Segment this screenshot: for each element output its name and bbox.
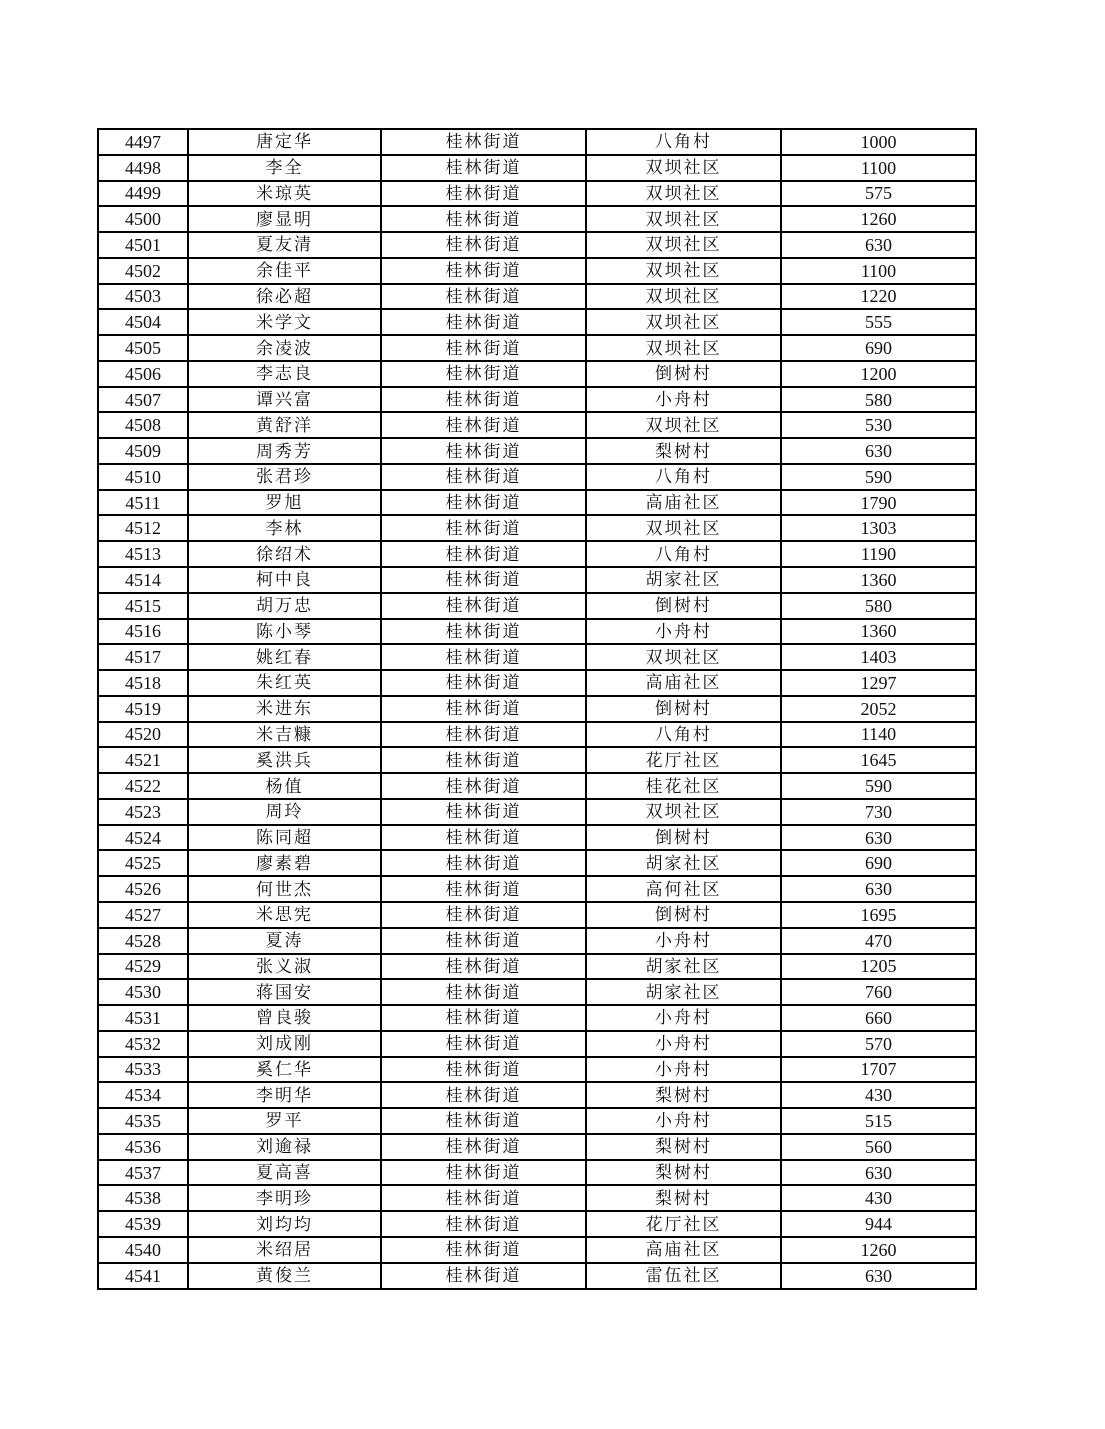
village-cell: 双坝社区 bbox=[586, 799, 781, 825]
person-name-cell: 米琼英 bbox=[188, 181, 381, 207]
amount-cell: 630 bbox=[781, 1263, 976, 1289]
street-cell: 桂林街道 bbox=[381, 902, 586, 928]
person-name-cell: 朱红英 bbox=[188, 670, 381, 696]
amount-cell: 2052 bbox=[781, 696, 976, 722]
table-row bbox=[98, 876, 976, 902]
table-row bbox=[98, 593, 976, 619]
street-cell: 桂林街道 bbox=[381, 825, 586, 851]
village-cell: 高何社区 bbox=[586, 876, 781, 902]
street-cell: 桂林街道 bbox=[381, 438, 586, 464]
person-name-cell: 刘均均 bbox=[188, 1211, 381, 1237]
village-cell: 倒树村 bbox=[586, 593, 781, 619]
street-cell: 桂林街道 bbox=[381, 181, 586, 207]
street-cell: 桂林街道 bbox=[381, 696, 586, 722]
village-cell: 八角村 bbox=[586, 722, 781, 748]
table-row bbox=[98, 773, 976, 799]
serial-number-cell: 4500 bbox=[98, 206, 188, 232]
serial-number-cell: 4518 bbox=[98, 670, 188, 696]
person-name-cell: 米思宪 bbox=[188, 902, 381, 928]
serial-number-cell: 4528 bbox=[98, 928, 188, 954]
person-name-cell: 廖素碧 bbox=[188, 850, 381, 876]
person-name-cell: 李明珍 bbox=[188, 1185, 381, 1211]
village-cell: 小舟村 bbox=[586, 387, 781, 413]
amount-cell: 580 bbox=[781, 593, 976, 619]
serial-number-cell: 4516 bbox=[98, 619, 188, 645]
table-row bbox=[98, 155, 976, 181]
amount-cell: 630 bbox=[781, 232, 976, 258]
street-cell: 桂林街道 bbox=[381, 722, 586, 748]
serial-number-cell: 4519 bbox=[98, 696, 188, 722]
amount-cell: 1260 bbox=[781, 1237, 976, 1263]
village-cell: 花厅社区 bbox=[586, 1211, 781, 1237]
table-row bbox=[98, 1005, 976, 1031]
table-row bbox=[98, 1031, 976, 1057]
serial-number-cell: 4521 bbox=[98, 747, 188, 773]
person-name-cell: 余佳平 bbox=[188, 258, 381, 284]
serial-number-cell: 4541 bbox=[98, 1263, 188, 1289]
amount-cell: 1645 bbox=[781, 747, 976, 773]
village-cell: 双坝社区 bbox=[586, 515, 781, 541]
village-cell: 八角村 bbox=[586, 464, 781, 490]
village-cell: 八角村 bbox=[586, 129, 781, 155]
person-name-cell: 蒋国安 bbox=[188, 979, 381, 1005]
street-cell: 桂林街道 bbox=[381, 129, 586, 155]
serial-number-cell: 4508 bbox=[98, 412, 188, 438]
village-cell: 小舟村 bbox=[586, 1108, 781, 1134]
amount-cell: 690 bbox=[781, 850, 976, 876]
serial-number-cell: 4538 bbox=[98, 1185, 188, 1211]
amount-cell: 530 bbox=[781, 412, 976, 438]
street-cell: 桂林街道 bbox=[381, 206, 586, 232]
person-name-cell: 张君珍 bbox=[188, 464, 381, 490]
street-cell: 桂林街道 bbox=[381, 1005, 586, 1031]
amount-cell: 660 bbox=[781, 1005, 976, 1031]
person-name-cell: 夏高喜 bbox=[188, 1160, 381, 1186]
village-cell: 高庙社区 bbox=[586, 670, 781, 696]
amount-cell: 630 bbox=[781, 825, 976, 851]
village-cell: 小舟村 bbox=[586, 619, 781, 645]
person-name-cell: 李全 bbox=[188, 155, 381, 181]
street-cell: 桂林街道 bbox=[381, 747, 586, 773]
serial-number-cell: 4524 bbox=[98, 825, 188, 851]
person-name-cell: 黄俊兰 bbox=[188, 1263, 381, 1289]
serial-number-cell: 4535 bbox=[98, 1108, 188, 1134]
street-cell: 桂林街道 bbox=[381, 799, 586, 825]
street-cell: 桂林街道 bbox=[381, 644, 586, 670]
amount-cell: 430 bbox=[781, 1082, 976, 1108]
serial-number-cell: 4529 bbox=[98, 954, 188, 980]
amount-cell: 630 bbox=[781, 438, 976, 464]
table-row bbox=[98, 850, 976, 876]
table-row bbox=[98, 1057, 976, 1083]
village-cell: 八角村 bbox=[586, 541, 781, 567]
amount-cell: 560 bbox=[781, 1134, 976, 1160]
table-row bbox=[98, 1160, 976, 1186]
serial-number-cell: 4527 bbox=[98, 902, 188, 928]
person-name-cell: 曾良骏 bbox=[188, 1005, 381, 1031]
serial-number-cell: 4536 bbox=[98, 1134, 188, 1160]
amount-cell: 555 bbox=[781, 309, 976, 335]
village-cell: 小舟村 bbox=[586, 1005, 781, 1031]
village-cell: 双坝社区 bbox=[586, 155, 781, 181]
serial-number-cell: 4497 bbox=[98, 129, 188, 155]
street-cell: 桂林街道 bbox=[381, 876, 586, 902]
village-cell: 桂花社区 bbox=[586, 773, 781, 799]
person-name-cell: 刘逾禄 bbox=[188, 1134, 381, 1160]
amount-cell: 760 bbox=[781, 979, 976, 1005]
village-cell: 胡家社区 bbox=[586, 850, 781, 876]
village-cell: 梨树村 bbox=[586, 438, 781, 464]
amount-cell: 1260 bbox=[781, 206, 976, 232]
village-cell: 倒树村 bbox=[586, 696, 781, 722]
village-cell: 小舟村 bbox=[586, 1057, 781, 1083]
serial-number-cell: 4505 bbox=[98, 335, 188, 361]
table-row bbox=[98, 644, 976, 670]
person-name-cell: 罗平 bbox=[188, 1108, 381, 1134]
table-row bbox=[98, 619, 976, 645]
village-cell: 倒树村 bbox=[586, 825, 781, 851]
village-cell: 小舟村 bbox=[586, 1031, 781, 1057]
person-name-cell: 奚洪兵 bbox=[188, 747, 381, 773]
amount-cell: 515 bbox=[781, 1108, 976, 1134]
table-row bbox=[98, 722, 976, 748]
table-row bbox=[98, 567, 976, 593]
table-row bbox=[98, 979, 976, 1005]
amount-cell: 1140 bbox=[781, 722, 976, 748]
serial-number-cell: 4513 bbox=[98, 541, 188, 567]
street-cell: 桂林街道 bbox=[381, 773, 586, 799]
street-cell: 桂林街道 bbox=[381, 361, 586, 387]
table-row bbox=[98, 284, 976, 310]
village-cell: 双坝社区 bbox=[586, 644, 781, 670]
amount-cell: 590 bbox=[781, 773, 976, 799]
serial-number-cell: 4522 bbox=[98, 773, 188, 799]
street-cell: 桂林街道 bbox=[381, 850, 586, 876]
amount-cell: 1790 bbox=[781, 490, 976, 516]
table-row bbox=[98, 1211, 976, 1237]
person-name-cell: 胡万忠 bbox=[188, 593, 381, 619]
person-name-cell: 黄舒洋 bbox=[188, 412, 381, 438]
street-cell: 桂林街道 bbox=[381, 387, 586, 413]
serial-number-cell: 4525 bbox=[98, 850, 188, 876]
village-cell: 高庙社区 bbox=[586, 490, 781, 516]
amount-cell: 630 bbox=[781, 1160, 976, 1186]
person-name-cell: 夏友清 bbox=[188, 232, 381, 258]
serial-number-cell: 4511 bbox=[98, 490, 188, 516]
amount-cell: 590 bbox=[781, 464, 976, 490]
table-row bbox=[98, 335, 976, 361]
village-cell: 高庙社区 bbox=[586, 1237, 781, 1263]
table-row bbox=[98, 490, 976, 516]
person-name-cell: 杨值 bbox=[188, 773, 381, 799]
person-name-cell: 李林 bbox=[188, 515, 381, 541]
table-row bbox=[98, 1108, 976, 1134]
serial-number-cell: 4514 bbox=[98, 567, 188, 593]
amount-cell: 730 bbox=[781, 799, 976, 825]
amount-cell: 1360 bbox=[781, 619, 976, 645]
street-cell: 桂林街道 bbox=[381, 928, 586, 954]
village-cell: 雷伍社区 bbox=[586, 1263, 781, 1289]
street-cell: 桂林街道 bbox=[381, 567, 586, 593]
village-cell: 花厅社区 bbox=[586, 747, 781, 773]
table-row bbox=[98, 670, 976, 696]
serial-number-cell: 4533 bbox=[98, 1057, 188, 1083]
village-cell: 小舟村 bbox=[586, 928, 781, 954]
serial-number-cell: 4498 bbox=[98, 155, 188, 181]
table-row bbox=[98, 309, 976, 335]
village-cell: 胡家社区 bbox=[586, 954, 781, 980]
amount-cell: 1695 bbox=[781, 902, 976, 928]
street-cell: 桂林街道 bbox=[381, 593, 586, 619]
street-cell: 桂林街道 bbox=[381, 284, 586, 310]
village-cell: 双坝社区 bbox=[586, 232, 781, 258]
amount-cell: 1220 bbox=[781, 284, 976, 310]
person-name-cell: 张义淑 bbox=[188, 954, 381, 980]
street-cell: 桂林街道 bbox=[381, 1082, 586, 1108]
person-name-cell: 廖显明 bbox=[188, 206, 381, 232]
amount-cell: 575 bbox=[781, 181, 976, 207]
village-cell: 梨树村 bbox=[586, 1185, 781, 1211]
serial-number-cell: 4504 bbox=[98, 309, 188, 335]
street-cell: 桂林街道 bbox=[381, 1031, 586, 1057]
table-row bbox=[98, 129, 976, 155]
table-row bbox=[98, 258, 976, 284]
amount-cell: 690 bbox=[781, 335, 976, 361]
person-name-cell: 周秀芳 bbox=[188, 438, 381, 464]
amount-cell: 1303 bbox=[781, 515, 976, 541]
village-cell: 梨树村 bbox=[586, 1082, 781, 1108]
village-cell: 双坝社区 bbox=[586, 258, 781, 284]
serial-number-cell: 4539 bbox=[98, 1211, 188, 1237]
street-cell: 桂林街道 bbox=[381, 155, 586, 181]
table-row bbox=[98, 412, 976, 438]
street-cell: 桂林街道 bbox=[381, 1237, 586, 1263]
serial-number-cell: 4507 bbox=[98, 387, 188, 413]
serial-number-cell: 4502 bbox=[98, 258, 188, 284]
person-name-cell: 谭兴富 bbox=[188, 387, 381, 413]
amount-cell: 1297 bbox=[781, 670, 976, 696]
serial-number-cell: 4537 bbox=[98, 1160, 188, 1186]
table-row bbox=[98, 1185, 976, 1211]
person-name-cell: 柯中良 bbox=[188, 567, 381, 593]
person-name-cell: 唐定华 bbox=[188, 129, 381, 155]
person-name-cell: 周玲 bbox=[188, 799, 381, 825]
amount-cell: 1403 bbox=[781, 644, 976, 670]
serial-number-cell: 4540 bbox=[98, 1237, 188, 1263]
serial-number-cell: 4517 bbox=[98, 644, 188, 670]
village-cell: 梨树村 bbox=[586, 1160, 781, 1186]
street-cell: 桂林街道 bbox=[381, 1185, 586, 1211]
table-row bbox=[98, 438, 976, 464]
street-cell: 桂林街道 bbox=[381, 1134, 586, 1160]
serial-number-cell: 4499 bbox=[98, 181, 188, 207]
table-row bbox=[98, 747, 976, 773]
village-cell: 梨树村 bbox=[586, 1134, 781, 1160]
street-cell: 桂林街道 bbox=[381, 541, 586, 567]
table-row bbox=[98, 928, 976, 954]
village-cell: 双坝社区 bbox=[586, 206, 781, 232]
serial-number-cell: 4531 bbox=[98, 1005, 188, 1031]
serial-number-cell: 4515 bbox=[98, 593, 188, 619]
person-name-cell: 米学文 bbox=[188, 309, 381, 335]
person-name-cell: 陈同超 bbox=[188, 825, 381, 851]
street-cell: 桂林街道 bbox=[381, 670, 586, 696]
table-row bbox=[98, 1082, 976, 1108]
table-row bbox=[98, 902, 976, 928]
table-row bbox=[98, 206, 976, 232]
serial-number-cell: 4506 bbox=[98, 361, 188, 387]
person-name-cell: 徐必超 bbox=[188, 284, 381, 310]
street-cell: 桂林街道 bbox=[381, 490, 586, 516]
person-name-cell: 徐绍术 bbox=[188, 541, 381, 567]
person-name-cell: 奚仁华 bbox=[188, 1057, 381, 1083]
table-row bbox=[98, 541, 976, 567]
street-cell: 桂林街道 bbox=[381, 258, 586, 284]
amount-cell: 1100 bbox=[781, 155, 976, 181]
roster-table bbox=[97, 128, 977, 1290]
serial-number-cell: 4532 bbox=[98, 1031, 188, 1057]
serial-number-cell: 4501 bbox=[98, 232, 188, 258]
serial-number-cell: 4523 bbox=[98, 799, 188, 825]
table-row bbox=[98, 464, 976, 490]
table-row bbox=[98, 696, 976, 722]
person-name-cell: 李志良 bbox=[188, 361, 381, 387]
street-cell: 桂林街道 bbox=[381, 335, 586, 361]
street-cell: 桂林街道 bbox=[381, 619, 586, 645]
person-name-cell: 夏涛 bbox=[188, 928, 381, 954]
serial-number-cell: 4530 bbox=[98, 979, 188, 1005]
village-cell: 胡家社区 bbox=[586, 979, 781, 1005]
serial-number-cell: 4526 bbox=[98, 876, 188, 902]
street-cell: 桂林街道 bbox=[381, 1160, 586, 1186]
village-cell: 双坝社区 bbox=[586, 335, 781, 361]
table-row bbox=[98, 825, 976, 851]
serial-number-cell: 4512 bbox=[98, 515, 188, 541]
roster-table-body bbox=[98, 129, 976, 1289]
street-cell: 桂林街道 bbox=[381, 979, 586, 1005]
serial-number-cell: 4503 bbox=[98, 284, 188, 310]
person-name-cell: 姚红春 bbox=[188, 644, 381, 670]
street-cell: 桂林街道 bbox=[381, 1057, 586, 1083]
street-cell: 桂林街道 bbox=[381, 1108, 586, 1134]
amount-cell: 1707 bbox=[781, 1057, 976, 1083]
street-cell: 桂林街道 bbox=[381, 515, 586, 541]
serial-number-cell: 4509 bbox=[98, 438, 188, 464]
person-name-cell: 余凌波 bbox=[188, 335, 381, 361]
village-cell: 双坝社区 bbox=[586, 412, 781, 438]
amount-cell: 570 bbox=[781, 1031, 976, 1057]
person-name-cell: 李明华 bbox=[188, 1082, 381, 1108]
street-cell: 桂林街道 bbox=[381, 464, 586, 490]
street-cell: 桂林街道 bbox=[381, 954, 586, 980]
table-row bbox=[98, 387, 976, 413]
table-row bbox=[98, 954, 976, 980]
serial-number-cell: 4520 bbox=[98, 722, 188, 748]
amount-cell: 944 bbox=[781, 1211, 976, 1237]
amount-cell: 1200 bbox=[781, 361, 976, 387]
serial-number-cell: 4534 bbox=[98, 1082, 188, 1108]
village-cell: 胡家社区 bbox=[586, 567, 781, 593]
street-cell: 桂林街道 bbox=[381, 1211, 586, 1237]
amount-cell: 1205 bbox=[781, 954, 976, 980]
village-cell: 双坝社区 bbox=[586, 309, 781, 335]
person-name-cell: 陈小琴 bbox=[188, 619, 381, 645]
street-cell: 桂林街道 bbox=[381, 232, 586, 258]
table-row bbox=[98, 232, 976, 258]
street-cell: 桂林街道 bbox=[381, 309, 586, 335]
person-name-cell: 何世杰 bbox=[188, 876, 381, 902]
serial-number-cell: 4510 bbox=[98, 464, 188, 490]
amount-cell: 580 bbox=[781, 387, 976, 413]
amount-cell: 1360 bbox=[781, 567, 976, 593]
table-row bbox=[98, 361, 976, 387]
amount-cell: 1190 bbox=[781, 541, 976, 567]
table-row bbox=[98, 1237, 976, 1263]
amount-cell: 630 bbox=[781, 876, 976, 902]
table-row bbox=[98, 181, 976, 207]
village-cell: 双坝社区 bbox=[586, 181, 781, 207]
village-cell: 倒树村 bbox=[586, 902, 781, 928]
table-row bbox=[98, 1263, 976, 1289]
table-row bbox=[98, 1134, 976, 1160]
table-row bbox=[98, 515, 976, 541]
person-name-cell: 米进东 bbox=[188, 696, 381, 722]
person-name-cell: 米吉糠 bbox=[188, 722, 381, 748]
person-name-cell: 米绍居 bbox=[188, 1237, 381, 1263]
village-cell: 双坝社区 bbox=[586, 284, 781, 310]
village-cell: 倒树村 bbox=[586, 361, 781, 387]
street-cell: 桂林街道 bbox=[381, 1263, 586, 1289]
street-cell: 桂林街道 bbox=[381, 412, 586, 438]
table-row bbox=[98, 799, 976, 825]
person-name-cell: 刘成刚 bbox=[188, 1031, 381, 1057]
amount-cell: 470 bbox=[781, 928, 976, 954]
amount-cell: 1100 bbox=[781, 258, 976, 284]
person-name-cell: 罗旭 bbox=[188, 490, 381, 516]
amount-cell: 1000 bbox=[781, 129, 976, 155]
amount-cell: 430 bbox=[781, 1185, 976, 1211]
